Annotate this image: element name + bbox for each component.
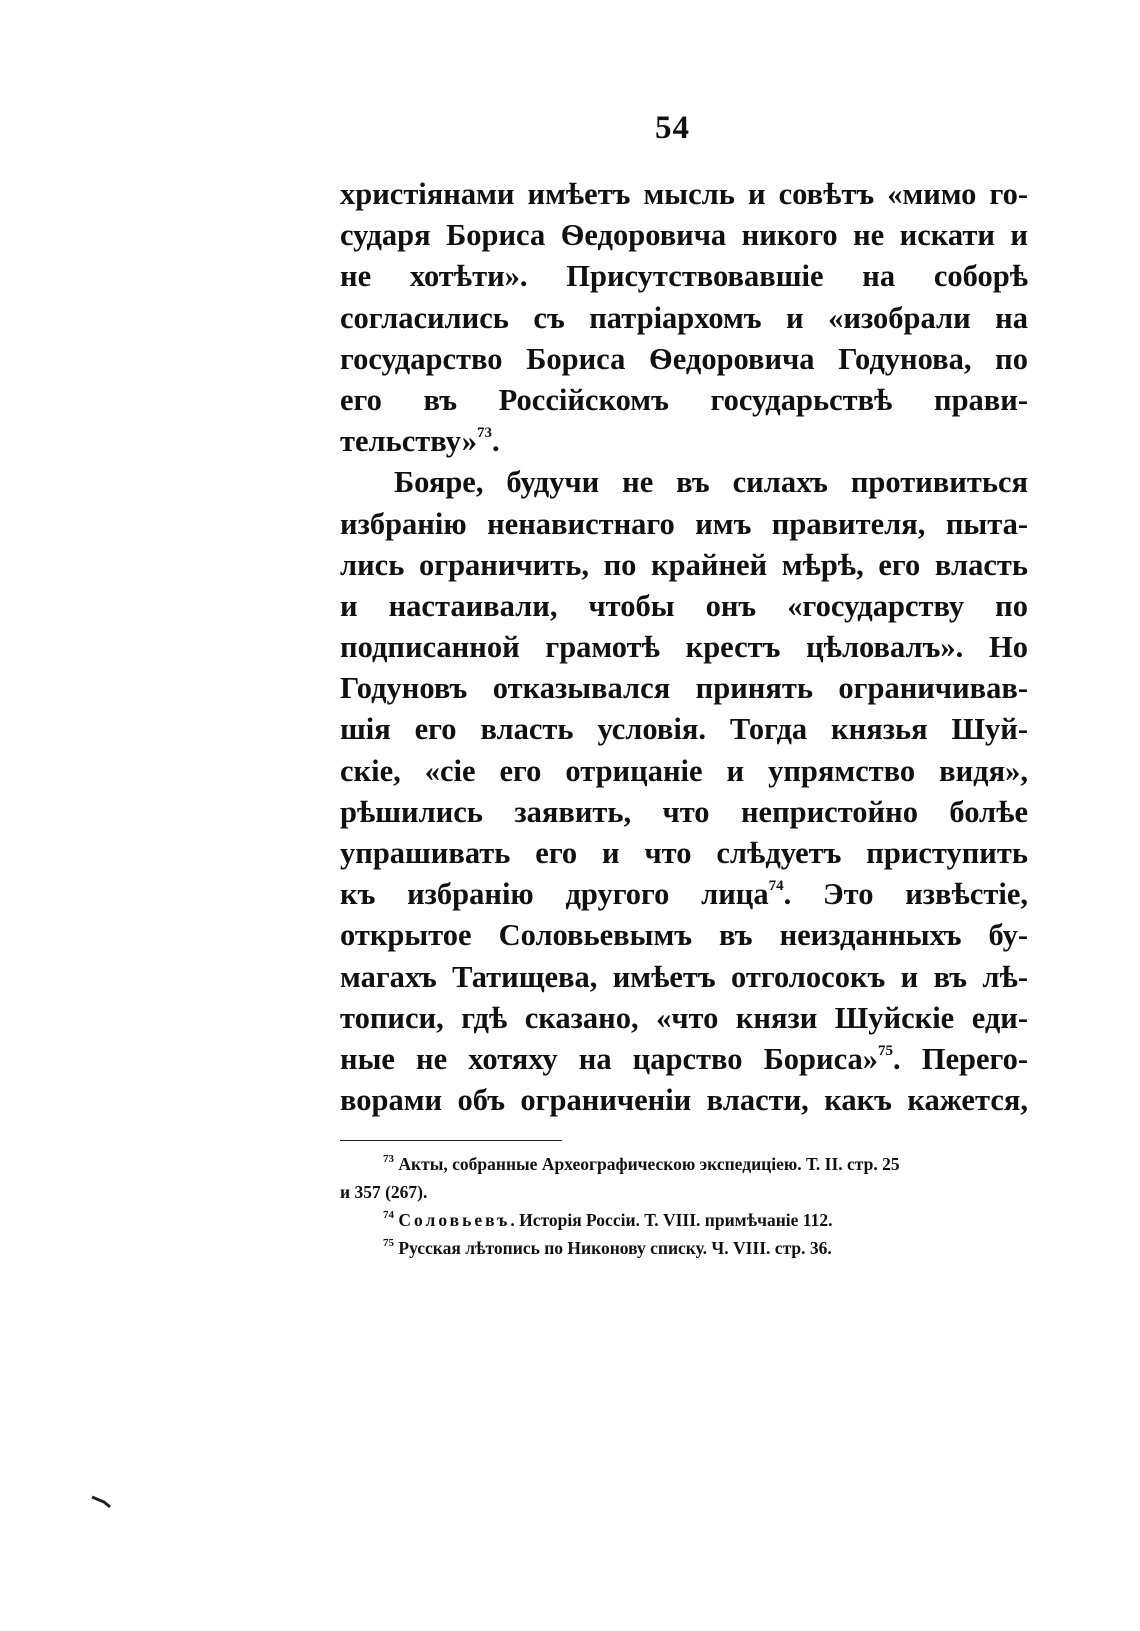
body-line — [340, 751, 1028, 792]
body-line — [340, 215, 1028, 256]
scan-speck-mark — [90, 1495, 114, 1509]
footnote-73-continuation: и 357 (267). — [340, 1182, 428, 1202]
body-line — [340, 833, 1028, 874]
body-line-text: государство Бориса Ѳедоровича Годунова, по — [340, 341, 1028, 376]
body-line — [340, 504, 1028, 545]
body-text — [340, 174, 1028, 1121]
body-line-text: тельству» — [340, 424, 477, 459]
footnote-73-line-1 — [340, 1150, 1028, 1178]
body-line — [340, 421, 1028, 462]
footnote-75-text: Русская лѣтопись по Никонову списку. Ч. VIII. стр. 36. — [398, 1238, 832, 1258]
body-line-text: къ избранію другого лица — [340, 877, 769, 912]
body-line-text: не хотѣти». Присутствовавшіе на соборѣ — [340, 259, 1028, 294]
body-line-text: открытое Соловьевымъ въ неизданныхъ бу- — [340, 918, 1028, 953]
body-line — [340, 874, 1028, 915]
body-line-text: и настаивали, чтобы онъ «государству по — [340, 588, 1028, 623]
body-line-text: шія его власть условія. Тогда князья Шуй- — [340, 712, 1028, 747]
footnote-74-text: . Исторія Россіи. Т. VIII. примѣчаніе 112. — [510, 1210, 833, 1230]
body-line — [340, 998, 1028, 1039]
body-line-text: сударя Бориса Ѳедоровича никого не искати и — [340, 218, 1028, 253]
body-line-tail: . Это извѣстіе, — [783, 877, 1028, 912]
body-line — [340, 1039, 1028, 1080]
footnote-marker-73: 73 — [383, 1153, 394, 1165]
footnote-marker-74: 74 — [383, 1209, 394, 1221]
body-line — [340, 586, 1028, 627]
body-line — [340, 709, 1028, 750]
body-line-tail: . — [491, 424, 500, 459]
body-line-text: тописи, гдѣ сказано, «что князи Шуйскіе еди- — [340, 1000, 1028, 1035]
footnote-reference: 74 — [768, 878, 784, 895]
body-line — [340, 545, 1028, 586]
body-line — [340, 668, 1028, 709]
footnotes — [340, 1150, 1028, 1262]
body-line-text: подписанной грамотѣ крестъ цѣловалъ». Но — [340, 630, 1028, 665]
body-line — [340, 462, 1028, 503]
body-line-text: скіе, «сіе его отрицаніе и упрямство видя», — [340, 753, 1028, 788]
footnote-74-author: Соловьевъ — [398, 1210, 511, 1230]
body-line-text: христіянами имѣетъ мысль и совѣтъ «мимо го- — [340, 177, 1028, 211]
footnote-73-line-2 — [340, 1178, 1028, 1206]
body-line-text: магахъ Татищева, имѣетъ отголосокъ и въ лѣ- — [340, 959, 1028, 994]
footnote-marker-75: 75 — [383, 1237, 394, 1249]
body-line — [340, 1080, 1028, 1121]
footnote-73-text: Акты, собранные Археографическою экспедиціею. Т. II. стр. 25 — [398, 1154, 900, 1174]
body-line-text: Бояре, будучи не въ силахъ противиться — [394, 465, 1028, 500]
footnote-75 — [340, 1234, 1028, 1262]
body-line-tail: . Перего- — [892, 1041, 1028, 1076]
footnote-divider — [340, 1140, 562, 1141]
body-line — [340, 915, 1028, 956]
footnote-reference: 73 — [476, 425, 492, 442]
body-line — [340, 792, 1028, 833]
page-number: 54 — [655, 110, 690, 146]
body-line-text: согласились съ патріархомъ и «изобрали на — [340, 300, 1028, 335]
body-line — [340, 174, 1028, 215]
body-line-text: Годуновъ отказывался принять ограничивав- — [340, 671, 1028, 706]
body-line-text: рѣшились заявить, что непристойно болѣе — [340, 794, 1028, 829]
body-line-text: ворами объ ограниченіи власти, какъ кажется, — [340, 1083, 1028, 1118]
body-line — [340, 298, 1028, 339]
body-line-text: ные не хотяху на царство Бориса» — [340, 1041, 878, 1076]
body-line — [340, 256, 1028, 297]
body-line — [340, 339, 1028, 380]
body-line-text: упрашивать его и что слѣдуетъ приступить — [340, 836, 1028, 870]
body-line-text: его въ Россійскомъ государьствѣ прави- — [340, 382, 1028, 417]
body-line — [340, 627, 1028, 668]
footnote-reference: 75 — [877, 1042, 893, 1059]
footnote-74 — [340, 1206, 1028, 1234]
body-line — [340, 957, 1028, 998]
body-line-text: избранію ненавистнаго имъ правителя, пыта- — [340, 506, 1028, 541]
body-line — [340, 380, 1028, 421]
body-line-text: лись ограничить, по крайней мѣрѣ, его власть — [340, 547, 1028, 582]
